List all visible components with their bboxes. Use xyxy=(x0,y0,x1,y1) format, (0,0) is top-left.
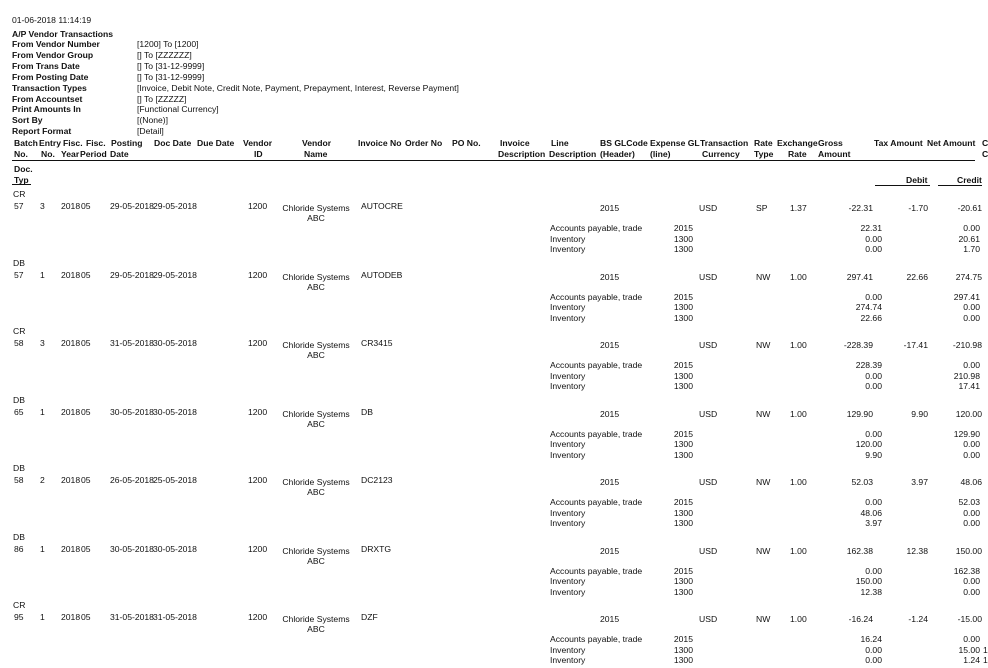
transaction-block xyxy=(0,463,987,531)
line-gl: 2015 xyxy=(673,565,693,576)
line-description: Inventory xyxy=(550,644,586,655)
col-fisc-period-l2: Period xyxy=(80,149,107,159)
txn-rate-type: NW xyxy=(756,614,771,624)
txn-tax: 9.90 xyxy=(911,408,928,419)
param-label: Sort By xyxy=(12,115,43,125)
txn-rate-type: SP xyxy=(756,203,768,213)
line-gl: 1300 xyxy=(673,244,693,254)
col-line-desc-l2: Description xyxy=(549,149,597,159)
doc-type: CR xyxy=(13,189,26,199)
line-description: Inventory xyxy=(550,576,586,586)
col-vendor-name-l1: Vendor xyxy=(302,138,332,148)
line-gl: 2015 xyxy=(673,223,693,233)
line-gl: 2015 xyxy=(673,634,693,644)
param-label: From Accountset xyxy=(12,94,83,104)
col-rate-type-l2: Type xyxy=(754,149,774,159)
line-debit: 22.66 xyxy=(860,312,882,323)
txn-period: 05 xyxy=(81,612,91,622)
txn-bs-gl: 2015 xyxy=(600,408,620,419)
param-label: From Vendor Group xyxy=(12,50,94,60)
txn-posting: 31-05-2018 xyxy=(110,612,154,622)
line-credit: 0.00 xyxy=(963,634,980,644)
line-description: Inventory xyxy=(550,439,586,449)
col-entry-l1: Entry xyxy=(39,138,61,148)
vendor-name-l1: Chloride Systems xyxy=(282,477,350,487)
line-debit: 0.00 xyxy=(865,644,882,655)
txn-gross: 162.38 xyxy=(846,545,873,556)
txn-tax: 22.66 xyxy=(906,271,928,282)
line-gl: 1300 xyxy=(673,381,693,391)
line-credit: 0.00 xyxy=(963,507,980,518)
txn-year: 2018 xyxy=(61,406,81,417)
line-description: Inventory xyxy=(550,518,586,528)
col-doc-date: Doc Date xyxy=(154,138,192,148)
line-credit: 0.00 xyxy=(963,302,980,312)
txn-currency: USD xyxy=(699,203,718,213)
line-debit: 274.74 xyxy=(855,302,882,312)
txn-entry: 1 xyxy=(40,543,45,554)
txn-batch: 57 xyxy=(14,201,24,211)
line-credit: 0.00 xyxy=(963,439,980,449)
col-batch-l2: No. xyxy=(14,149,28,159)
txn-posting: 26-05-2018 xyxy=(110,475,154,485)
header-divider xyxy=(12,160,975,161)
line-gl: 1300 xyxy=(673,655,693,665)
doc-type: CR xyxy=(13,600,26,610)
txn-year: 2018 xyxy=(61,269,81,280)
doc-type: DB xyxy=(13,257,25,268)
line-gl: 2015 xyxy=(673,291,693,302)
txn-currency: USD xyxy=(699,408,718,419)
line-description: Inventory xyxy=(550,507,586,518)
col-expense-gl-l1: Expense GL xyxy=(650,138,700,148)
line-credit: 20.61 xyxy=(958,233,980,244)
param-value: [Detail] xyxy=(137,126,164,136)
transaction-block xyxy=(0,258,987,326)
col-line-desc-l1: Line xyxy=(551,138,569,148)
vendor-name-l2: ABC xyxy=(307,213,325,223)
txn-posting: 30-05-2018 xyxy=(110,543,154,554)
col-vendor-id-l2: ID xyxy=(254,149,263,159)
txn-tax: -1.24 xyxy=(908,614,928,624)
param-label: Report Format xyxy=(12,126,72,136)
line-gl: 2015 xyxy=(673,497,693,507)
col-credit: Credit xyxy=(957,175,982,185)
line-credit: 0.00 xyxy=(963,576,980,586)
txn-doc-date: 29-05-2018 xyxy=(153,201,197,211)
doc-type-underline xyxy=(12,184,31,185)
col-fisc-year-l2: Year xyxy=(61,149,80,159)
vendor-name-l1: Chloride Systems xyxy=(282,203,350,213)
line-credit: 0.00 xyxy=(963,449,980,460)
col-bs-gl-l1: BS GLCode xyxy=(600,138,648,148)
line-debit: 9.90 xyxy=(865,449,882,460)
col-gross-amount-l2: Amount xyxy=(818,149,851,159)
transaction-block xyxy=(0,600,987,668)
col-cut-l1: C xyxy=(982,138,988,148)
line-description: Accounts payable, trade xyxy=(550,223,643,233)
txn-doc-date: 25-05-2018 xyxy=(153,475,197,485)
col-fisc-period-l1: Fisc. xyxy=(86,138,106,148)
param-value: [] To [ZZZZZZ] xyxy=(137,50,192,60)
line-gl: 1300 xyxy=(673,312,693,323)
txn-entry: 1 xyxy=(40,406,45,417)
txn-rate: 1.00 xyxy=(790,477,807,487)
line-description: Inventory xyxy=(550,381,586,391)
txn-rate: 1.00 xyxy=(790,545,807,556)
txn-batch: 86 xyxy=(14,543,24,554)
line-debit: 0.00 xyxy=(865,497,882,507)
line-debit: 150.00 xyxy=(855,576,882,586)
txn-bs-gl: 2015 xyxy=(600,614,620,624)
txn-posting: 29-05-2018 xyxy=(110,269,154,280)
col-gross-amount-l1: Gross xyxy=(818,138,843,148)
line-debit: 48.06 xyxy=(860,507,882,518)
txn-bs-gl: 2015 xyxy=(600,271,620,282)
txn-net: 150.00 xyxy=(955,545,982,556)
txn-gross: 297.41 xyxy=(846,271,873,282)
txn-gross: -22.31 xyxy=(848,203,873,213)
line-credit: 297.41 xyxy=(953,291,980,302)
txn-batch: 58 xyxy=(14,338,24,348)
txn-bs-gl: 2015 xyxy=(600,340,620,350)
txn-year: 2018 xyxy=(61,612,81,622)
param-label: Print Amounts In xyxy=(12,104,81,114)
doc-type: DB xyxy=(13,463,25,473)
transaction-block xyxy=(0,395,987,463)
txn-vendor-id: 1200 xyxy=(248,543,268,554)
txn-invoice: DB xyxy=(361,406,373,417)
txn-posting: 29-05-2018 xyxy=(110,201,154,211)
txn-tax: -17.41 xyxy=(903,340,928,350)
report-timestamp: 01-06-2018 11:14:19 xyxy=(12,15,92,25)
txn-gross: 52.03 xyxy=(851,477,873,487)
line-description: Inventory xyxy=(550,449,586,460)
line-credit: 0.00 xyxy=(963,518,980,528)
col-invoice-desc-l1: Invoice xyxy=(500,138,530,148)
col-vendor-name-l2: Name xyxy=(304,149,328,159)
line-description: Accounts payable, trade xyxy=(550,428,643,439)
txn-invoice: AUTOCRE xyxy=(361,201,403,211)
line-gl: 1300 xyxy=(673,302,693,312)
txn-bs-gl: 2015 xyxy=(600,477,620,487)
txn-entry: 3 xyxy=(40,338,45,348)
vendor-name-l2: ABC xyxy=(307,487,325,497)
txn-rate-type: NW xyxy=(756,340,771,350)
line-gl: 2015 xyxy=(673,428,693,439)
line-debit: 0.00 xyxy=(865,244,882,254)
txn-currency: USD xyxy=(699,614,718,624)
col-posting-l2: Date xyxy=(110,149,129,159)
txn-invoice: CR3415 xyxy=(361,338,393,348)
line-debit: 120.00 xyxy=(855,439,882,449)
txn-doc-date: 30-05-2018 xyxy=(153,543,197,554)
txn-rate-type: NW xyxy=(756,545,771,556)
txn-rate: 1.00 xyxy=(790,271,807,282)
report-title: A/P Vendor Transactions xyxy=(12,29,114,39)
line-credit: 52.03 xyxy=(958,497,980,507)
txn-invoice: DZF xyxy=(361,612,378,622)
col-vendor-id-l1: Vendor xyxy=(243,138,273,148)
txn-posting: 30-05-2018 xyxy=(110,406,154,417)
line-description: Inventory xyxy=(550,655,586,665)
txn-net: 120.00 xyxy=(955,408,982,419)
col-fisc-year-l1: Fisc. xyxy=(63,138,83,148)
col-doc-type-l1: Doc. xyxy=(14,164,33,174)
txn-invoice: DC2123 xyxy=(361,475,393,485)
line-gl: 1300 xyxy=(673,644,693,655)
col-expense-gl-l2: (line) xyxy=(650,149,671,159)
vendor-name-l1: Chloride Systems xyxy=(282,408,350,419)
txn-net: -15.00 xyxy=(957,614,982,624)
line-description: Inventory xyxy=(550,233,586,244)
txn-doc-date: 30-05-2018 xyxy=(153,406,197,417)
txn-batch: 95 xyxy=(14,612,24,622)
txn-period: 05 xyxy=(81,338,91,348)
param-value: [] To [31-12-9999] xyxy=(137,61,205,71)
col-doc-type-l2: Typ xyxy=(14,175,29,185)
line-debit: 0.00 xyxy=(865,291,882,302)
txn-gross: -228.39 xyxy=(843,340,873,350)
param-value: [Invoice, Debit Note, Credit Note, Payment, Prepayment, Interest, Reverse Payment] xyxy=(137,83,459,93)
transaction-block xyxy=(0,189,987,257)
txn-year: 2018 xyxy=(61,475,81,485)
line-debit: 22.31 xyxy=(860,223,882,233)
txn-year: 2018 xyxy=(61,201,81,211)
col-po-no: PO No. xyxy=(452,138,481,148)
txn-gross: -16.24 xyxy=(848,614,873,624)
line-debit: 0.00 xyxy=(865,565,882,576)
txn-rate: 1.00 xyxy=(790,408,807,419)
line-description: Inventory xyxy=(550,312,586,323)
col-rate-type-l1: Rate xyxy=(754,138,773,148)
col-txn-currency-l2: Currency xyxy=(702,149,740,159)
txn-vendor-id: 1200 xyxy=(248,406,268,417)
line-description: Inventory xyxy=(550,370,586,381)
doc-type: DB xyxy=(13,394,25,405)
txn-rate-type: NW xyxy=(756,477,771,487)
line-debit: 16.24 xyxy=(860,634,882,644)
line-debit: 0.00 xyxy=(865,233,882,244)
vendor-name-l2: ABC xyxy=(307,624,325,634)
txn-doc-date: 31-05-2018 xyxy=(153,612,197,622)
param-label: From Vendor Number xyxy=(12,39,100,49)
transaction-block xyxy=(0,532,987,600)
txn-vendor-id: 1200 xyxy=(248,201,268,211)
vendor-name-l1: Chloride Systems xyxy=(282,271,350,282)
txn-period: 05 xyxy=(81,543,91,554)
line-debit: 0.00 xyxy=(865,428,882,439)
line-gl: 1300 xyxy=(673,233,693,244)
param-label: From Trans Date xyxy=(12,61,80,71)
txn-vendor-id: 1200 xyxy=(248,269,268,280)
line-description: Inventory xyxy=(550,586,586,597)
txn-invoice: AUTODEB xyxy=(361,269,403,280)
line-gl: 2015 xyxy=(673,360,693,370)
txn-period: 05 xyxy=(81,475,91,485)
col-invoice-desc-l2: Description xyxy=(498,149,546,159)
txn-entry: 1 xyxy=(40,269,45,280)
txn-rate-type: NW xyxy=(756,271,771,282)
txn-tax: 12.38 xyxy=(906,545,928,556)
transaction-block xyxy=(0,326,987,394)
txn-tax: -1.70 xyxy=(908,203,928,213)
txn-vendor-id: 1200 xyxy=(248,338,268,348)
vendor-name-l2: ABC xyxy=(307,555,325,566)
param-value: [1200] To [1200] xyxy=(137,39,199,49)
line-credit: 129.90 xyxy=(953,428,980,439)
doc-type: CR xyxy=(13,326,26,336)
line-description: Accounts payable, trade xyxy=(550,360,643,370)
txn-gross: 129.90 xyxy=(846,408,873,419)
line-debit: 12.38 xyxy=(860,586,882,597)
line-debit: 228.39 xyxy=(855,360,882,370)
col-tax-amount: Tax Amount xyxy=(874,138,923,148)
col-due-date: Due Date xyxy=(197,138,235,148)
vendor-name-l1: Chloride Systems xyxy=(282,545,350,556)
vendor-name-l2: ABC xyxy=(307,418,325,429)
line-debit: 0.00 xyxy=(865,381,882,391)
line-debit: 0.00 xyxy=(865,655,882,665)
line-description: Accounts payable, trade xyxy=(550,291,643,302)
line-debit: 3.97 xyxy=(865,518,882,528)
txn-entry: 3 xyxy=(40,201,45,211)
param-value: [] To [ZZZZZ] xyxy=(137,94,187,104)
param-label: Transaction Types xyxy=(12,83,87,93)
debit-underline xyxy=(875,185,930,186)
line-credit: 0.00 xyxy=(963,360,980,370)
col-invoice-no: Invoice No xyxy=(358,138,402,148)
line-cut: 1 xyxy=(983,644,988,655)
line-gl: 1300 xyxy=(673,449,693,460)
txn-net: 48.06 xyxy=(960,477,982,487)
line-cut: 1 xyxy=(983,655,988,665)
txn-rate: 1.37 xyxy=(790,203,807,213)
txn-period: 05 xyxy=(81,201,91,211)
txn-batch: 65 xyxy=(14,406,24,417)
line-credit: 162.38 xyxy=(953,565,980,576)
line-credit: 17.41 xyxy=(958,381,980,391)
col-order-no: Order No xyxy=(405,138,443,148)
col-posting-l1: Posting xyxy=(111,138,143,148)
col-net-amount: Net Amount xyxy=(927,138,976,148)
txn-entry: 1 xyxy=(40,612,45,622)
txn-rate: 1.00 xyxy=(790,614,807,624)
col-txn-currency-l1: Transaction xyxy=(700,138,749,148)
line-debit: 0.00 xyxy=(865,370,882,381)
line-credit: 1.24 xyxy=(963,655,980,665)
txn-rate-type: NW xyxy=(756,408,771,419)
vendor-name-l2: ABC xyxy=(307,281,325,292)
txn-currency: USD xyxy=(699,477,718,487)
line-description: Accounts payable, trade xyxy=(550,497,643,507)
line-description: Accounts payable, trade xyxy=(550,565,643,576)
txn-rate: 1.00 xyxy=(790,340,807,350)
credit-underline xyxy=(938,185,982,186)
line-credit: 0.00 xyxy=(963,586,980,597)
txn-bs-gl: 2015 xyxy=(600,545,620,556)
txn-batch: 58 xyxy=(14,475,24,485)
txn-net: -20.61 xyxy=(957,203,982,213)
txn-currency: USD xyxy=(699,271,718,282)
vendor-name-l2: ABC xyxy=(307,350,325,360)
col-entry-l2: No. xyxy=(41,149,55,159)
line-credit: 0.00 xyxy=(963,312,980,323)
txn-bs-gl: 2015 xyxy=(600,203,620,213)
vendor-name-l1: Chloride Systems xyxy=(282,614,350,624)
line-gl: 1300 xyxy=(673,439,693,449)
txn-invoice: DRXTG xyxy=(361,543,392,554)
txn-doc-date: 30-05-2018 xyxy=(153,338,197,348)
col-batch-l1: Batch xyxy=(14,138,38,148)
col-bs-gl-l2: (Header) xyxy=(600,149,635,159)
col-cut-l2: C xyxy=(982,149,988,159)
doc-type: DB xyxy=(13,531,25,542)
txn-year: 2018 xyxy=(61,338,81,348)
txn-vendor-id: 1200 xyxy=(248,612,268,622)
txn-currency: USD xyxy=(699,340,718,350)
col-exchange-rate-l2: Rate xyxy=(788,149,807,159)
col-debit: Debit xyxy=(906,175,928,185)
txn-period: 05 xyxy=(81,269,91,280)
txn-batch: 57 xyxy=(14,269,24,280)
line-description: Accounts payable, trade xyxy=(550,634,643,644)
line-credit: 15.00 xyxy=(958,644,980,655)
txn-vendor-id: 1200 xyxy=(248,475,268,485)
txn-tax: 3.97 xyxy=(911,477,928,487)
line-gl: 1300 xyxy=(673,507,693,518)
txn-year: 2018 xyxy=(61,543,81,554)
txn-net: 274.75 xyxy=(955,271,982,282)
line-gl: 1300 xyxy=(673,576,693,586)
param-value: [Functional Currency] xyxy=(137,104,219,114)
line-gl: 1300 xyxy=(673,518,693,528)
param-value: [(None)] xyxy=(137,115,169,125)
vendor-name-l1: Chloride Systems xyxy=(282,340,350,350)
line-gl: 1300 xyxy=(673,586,693,597)
param-label: From Posting Date xyxy=(12,72,89,82)
param-value: [] To [31-12-9999] xyxy=(137,72,205,82)
line-description: Inventory xyxy=(550,302,586,312)
txn-doc-date: 29-05-2018 xyxy=(153,269,197,280)
txn-posting: 31-05-2018 xyxy=(110,338,154,348)
txn-period: 05 xyxy=(81,406,91,417)
txn-net: -210.98 xyxy=(952,340,982,350)
line-credit: 1.70 xyxy=(963,244,980,254)
col-exchange-rate-l1: Exchange xyxy=(777,138,818,148)
line-gl: 1300 xyxy=(673,370,693,381)
txn-entry: 2 xyxy=(40,475,45,485)
txn-currency: USD xyxy=(699,545,718,556)
line-description: Inventory xyxy=(550,244,586,254)
line-credit: 0.00 xyxy=(963,223,980,233)
line-credit: 210.98 xyxy=(953,370,980,381)
